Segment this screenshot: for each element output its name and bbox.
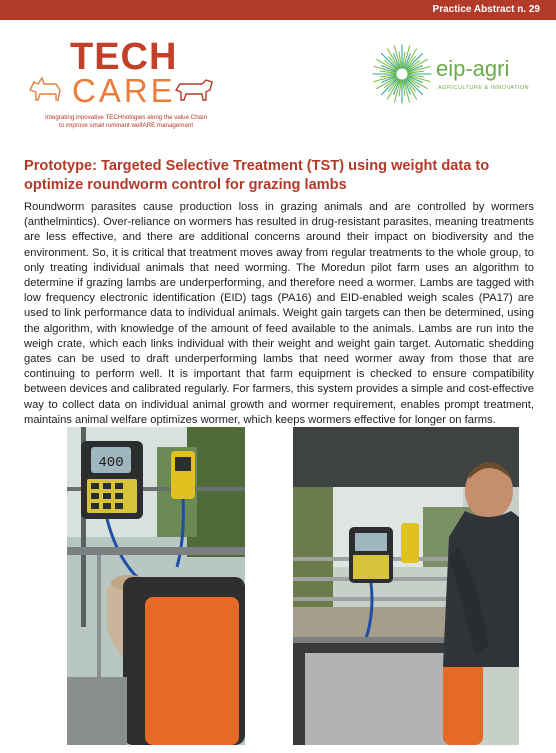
- photo-farmer-at-weigh-crate: [293, 427, 519, 745]
- scale-readout: 400: [98, 455, 124, 471]
- burst-icon: [370, 42, 434, 106]
- header-bar: [0, 0, 556, 20]
- eip-agri-subtitle: AGRICULTURE & INNOVATION: [438, 85, 530, 91]
- techcare-logo: [26, 30, 226, 140]
- logo-tagline-line1: Integrating innovative TECHnologies along the value Chain: [45, 114, 207, 121]
- logo-tagline-line2: to improve small ruminant welfARE management: [58, 122, 194, 129]
- eip-agri-logo: [370, 44, 540, 104]
- logo-care-text: CARE: [72, 72, 176, 109]
- article-title: Prototype: Targeted Selective Treatment (TST) using weight data to optimize roundworm control for grazing lambs: [24, 158, 490, 193]
- photo-weigh-scale-with-lamb: [67, 427, 245, 745]
- abstract-number: Practice Abstract n. 29: [432, 4, 540, 15]
- article-body: Roundworm parasites cause production loss in grazing animals and are controlled by wormers (anthelmintics). Over-reliance on wormers has resulted in drug-resistant parasites, meaning treatments are less effective, and there are additional concerns around their impact on biodiversity and the environment. So, it is critical that treatment moves away from regular treatments to the whole group, to only treating individual animals that need worming. The Moredun pilot farm uses an algorithm to determine if grazing lambs are underperforming, and therefore need a wormer. Lambs are tagged with low frequency electronic identification (EID) tags (PA16) and EID-enabled weigh scales (PA17) are used to link performance data to individual animals. Weight gain targets can then be determined, using the algorithm, with knowledge of the amount of feed available to the animals. Lambs are run into the weigh crate, which each links individual with their weight and weight gain target. Automatic shedding gates can be used to draft underperforming lambs that need wormer away from those that are continuing to perform well. It is important that farm equipment is checked to ensure compatibility between devices and calibrated regularly. For farmers, this system provides a simple and cost-effective way to collect data on individual animal growth and wormer requirement, enables prompt treatment, maintains animal welfare optimizes wormer, which keeps wormers effective for longer on farms.: [24, 201, 534, 426]
- logo-tech-text: TECH: [70, 36, 178, 78]
- logo-tagline: [26, 114, 226, 130]
- eip-agri-wordmark: eip-agri: [436, 56, 510, 81]
